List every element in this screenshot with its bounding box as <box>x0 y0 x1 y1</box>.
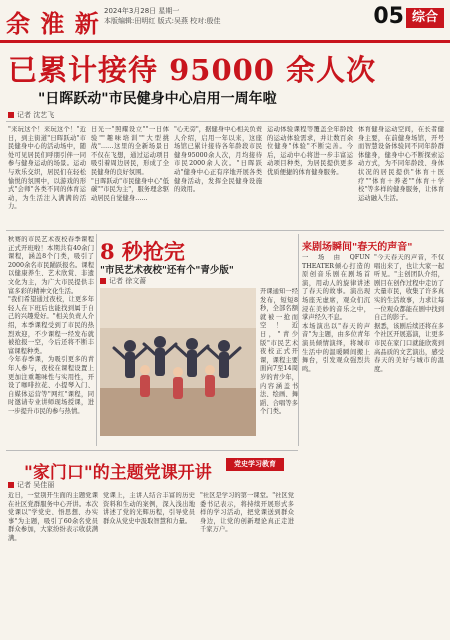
lead-column-2: 日光一"照耀设立""一日体验""趣味培训""大型挑战"……这里的全新场景日不仅在飞想，通过运动项目吸引着周边居民，形成了全民健身的良好氛围。 "日晖跃动"市民健身中心"低碳""市民为主"，服务理念驱动居民自觉健身…… <box>91 126 169 202</box>
divider <box>6 450 298 451</box>
story3-column-2: "今天春天的声音，不仅唱出来了，也让大家一起听见。"主创团队介绍，剧目在创作过程中走访了大量市民，收集了许多真实的生活故事，力求让每一位观众都能在剧中找到自己的影子。 据悉，该剧后续还将在多个社区开展巡演，让更多市民在家门口就能欣赏到高品质的文艺演出，感受春天的美好与城市的温度。 <box>374 254 444 373</box>
byline-marker-icon <box>100 278 106 284</box>
story4-headline: "家门口"的主题党课开讲 <box>24 463 212 483</box>
lead-byline: 记者 沈艺飞 <box>8 110 54 120</box>
divider <box>6 230 444 231</box>
masthead-rule <box>0 40 450 43</box>
story3-column-1: 一场由QFUN THEATER倾心打造的原创音乐剧在剧场首演，用动人的旋律讲述了春天的故事。演出现场座无虚席，观众们沉浸在美妙的音乐之中，掌声经久不息。 本场演出以"春天的声音"为主题，由多位青年演员倾情演绎，将城市生活中的温暖瞬间搬上舞台，引发观众强烈共鸣。 <box>302 254 370 373</box>
lead-subheadline: "日晖跃动"市民健身中心启用一周年啦 <box>38 91 277 107</box>
story2-subheadline: "市民艺术夜校"还有个"青少版" <box>100 265 234 276</box>
issue-editors: 本版编辑:田明红 版式:吴燕 校对:殷佳 <box>104 17 221 25</box>
story4-column-1: 近日，一堂别开生面的主题党课在社区党群服务中心开讲。本次党课以"学党史、悟思想、办实事"为主题，吸引了60余名党员群众参加，大家纷纷表示收获满满。 <box>8 492 98 542</box>
dance-class-photo <box>100 288 256 436</box>
story2-headline: 8 秒抢完 <box>100 239 185 264</box>
page-number: 05 <box>373 4 404 29</box>
dance-class-illustration <box>100 288 256 436</box>
lead-headline: 已累计接待 95000 余人次 <box>8 53 377 87</box>
byline-marker-icon <box>8 112 14 118</box>
divider <box>6 121 444 122</box>
story4-column-2: 党课上，主讲人结合丰富的历史资料和生动的案例，深入浅出地讲述了党的光辉历程，引导党员群众从党史中汲取智慧和力量。 <box>103 492 195 525</box>
story3-headline: 来剧场瞬间"春天的声音" <box>302 242 413 253</box>
left-column-text: 秋赛的市民艺术夜校春季课程正式开班啦！本期共有40余门课程，涵盖8个门类，吸引了2000余名市民踊跃报名。课程以健康养生、艺术欣赏、非遗文化为主，为广大市民提供丰富多彩的精神文化生活。 "我们希望通过夜校，让更多年轻人在下班后也能找到属于自己的兴趣爱好。"相关负责人介绍，本季课程受到了市民的热烈欢迎，不少课程一经发布就被抢报一空，今后还将不断丰富课程种类。 今年春季课，为吸引更多的青年人参与，夜校在课程设置上更加注重趣味性与实用性，开设了咖啡拉花、小提琴入门、自媒体运营等"网红"课程，同时邀请专业讲师现场授课，进一步提升市民的参与热情。 <box>8 236 94 415</box>
lead-column-1: "来玩这个！来玩这个！"近日，到主街道"日晖跃动"市民健身中心的活动场中，随处可见居民们呼朋引伴一同参与健身运动的场景。运动与欢乐交织，居民们在轻松愉悦的氛围中，以游戏的形式"会师"各类不同的体育运动，为生活注入满满的活力。 <box>8 126 86 211</box>
lead-column-5: 体育健身运动空间，在长者健身主要，在前健身场馆，开号而智慧设备体验同不同年龄群体健身，健身中心不断探索运动方式，为不同年龄段、身体状况的居民提供"体育＋医疗""体育＋养老""体育＋学校"等多样的健身服务，让体育运动融入生活。 <box>358 126 444 202</box>
lead-column-4: 运动体验课程等覆盖全年龄段的运动体验需求，并让数百余位健身"体验"不断完善。今后，运动中心将进一步丰富运动项目种类，为居民提供更多优质便捷的体育健身服务。 <box>267 126 353 176</box>
story2-byline: 记者 徐文蔷 <box>100 276 146 286</box>
masthead <box>0 0 450 44</box>
divider <box>96 234 97 446</box>
divider <box>298 234 299 446</box>
section-badge: 综合 <box>406 8 444 28</box>
story4-byline: 记者 吴佳丽 <box>8 480 54 490</box>
story2-column-1: 开课通知一经发布，短短8秒，全部名额就被一抢而空！近日，"青少版"市民艺术夜校正式开课，课程主要面向7至14周岁的青少年，内容涵盖书法、绘画、舞蹈、合唱等多个门类。 <box>260 288 298 416</box>
story4-tag: 党史学习教育 <box>226 458 284 471</box>
issue-date: 2024年3月28日 星期一 <box>104 7 180 15</box>
story4-column-3: "社区是学习的第一课堂。"社区党委书记表示，将持续开展形式多样的学习活动，把党课送到群众身边，让党的创新理论真正走进千家万户。 <box>200 492 294 534</box>
lead-column-3: "心无旁"，据健身中心相关负责人介绍，启用一年以来，这座场馆已累计接待各年龄段市民健身95000余人次，月均接待市民2000余人次。"日晖跃动"健身中心正有序地开展各类健身活动，发挥全民健身设施的效用。 <box>174 126 262 194</box>
byline-marker-icon <box>8 482 14 488</box>
newspaper-logo: 余 淮 新 <box>6 9 100 38</box>
issue-info <box>104 6 284 26</box>
